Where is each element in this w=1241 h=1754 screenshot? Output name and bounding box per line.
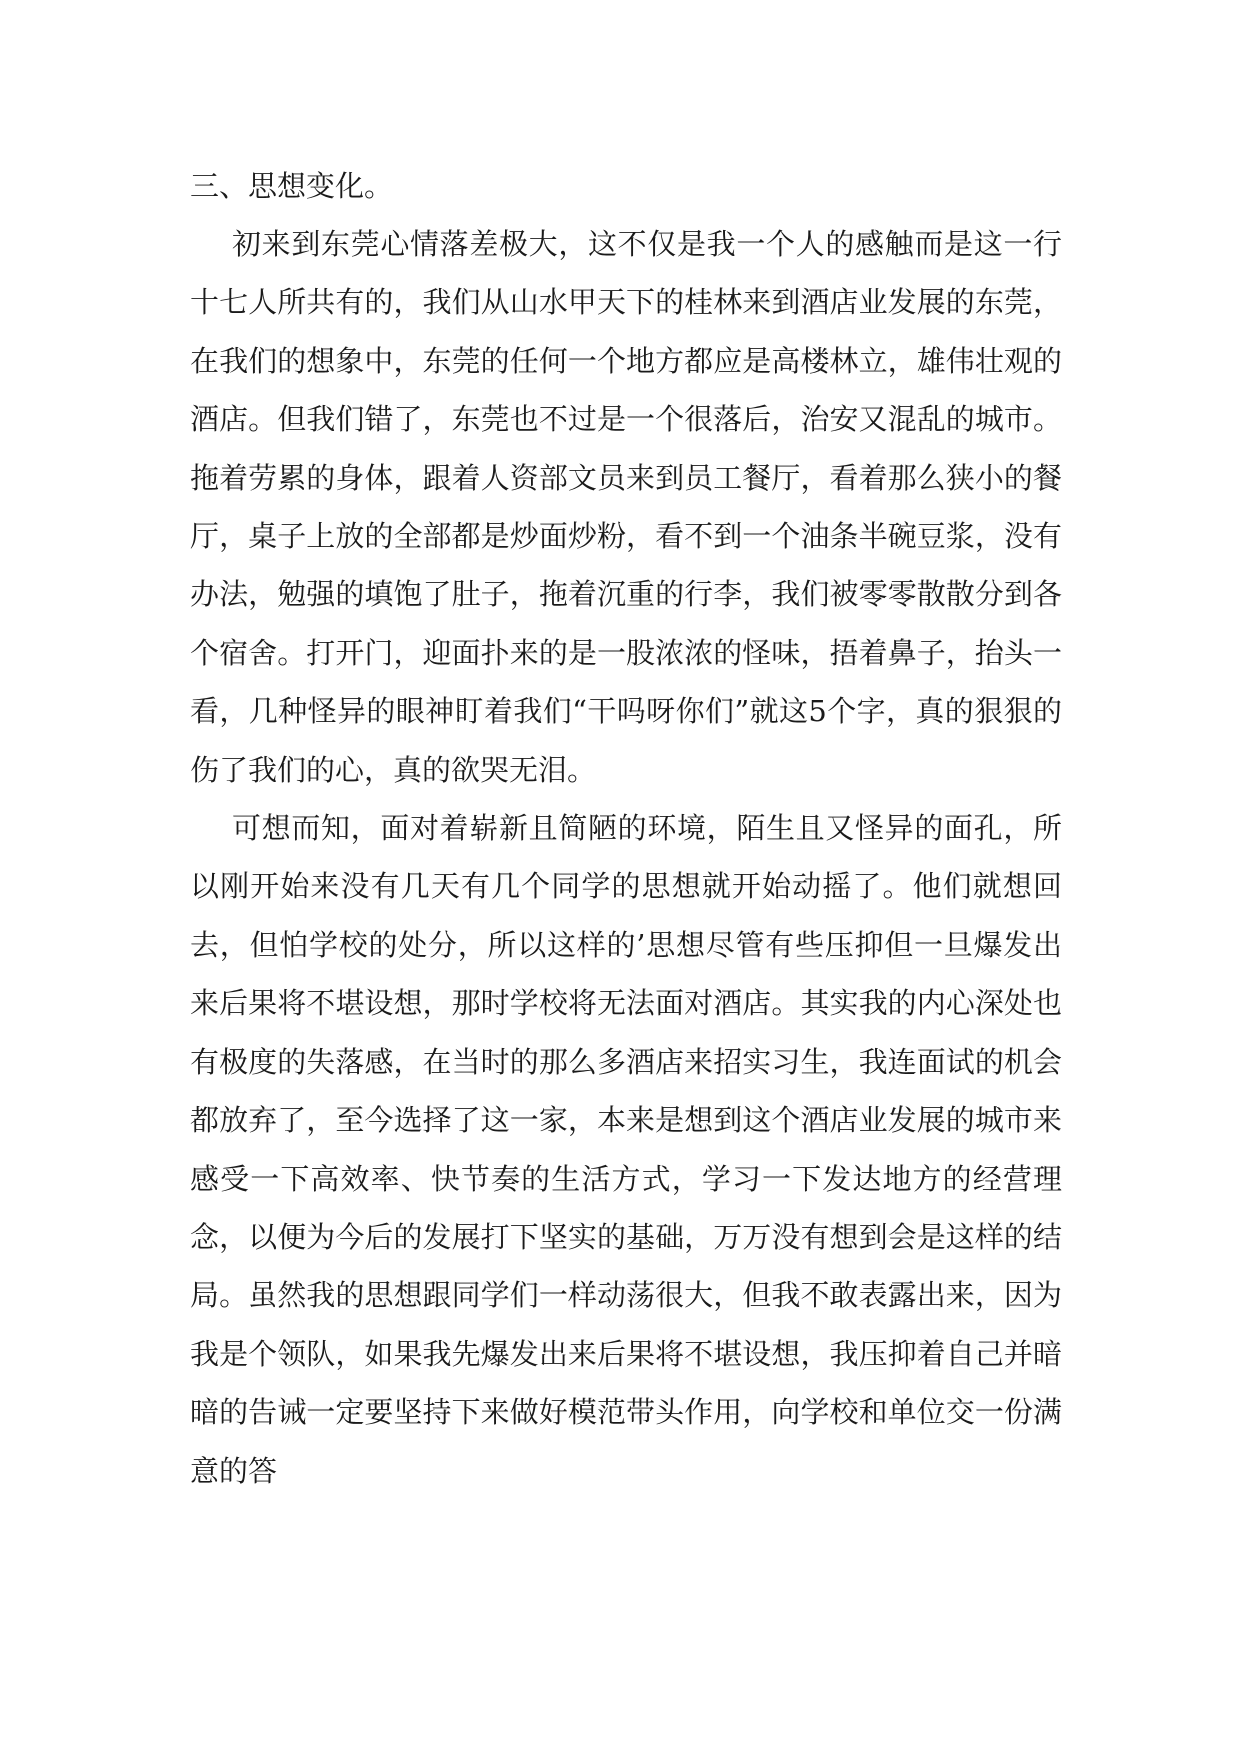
- paragraph: 初来到东莞心情落差极大，这不仅是我一个人的感触而是这一行十七人所共有的，我们从山水甲天下的桂林来到酒店业发展的东莞，在我们的想象中，东莞的任何一个地方都应是高楼林立，雄伟壮观的酒店。但我们错了，东莞也不过是一个很落后，治安又混乱的城市。拖着劳累的身体，跟着人资部文员来到员工餐厅，看着那么狭小的餐厅，桌子上放的全部都是炒面炒粉，看不到一个油条半碗豆浆，没有办法，勉强的填饱了肚子，拖着沉重的行李，我们被零零散散分到各个宿舍。打开门，迎面扑来的是一股浓浓的怪味，捂着鼻子，抬头一看，几种怪异的眼神盯着我们“干吗呀你们”就这5个字，真的狠狠的伤了我们的心，真的欲哭无泪。: [190, 227, 1062, 787]
- document-body: [190, 157, 1062, 1500]
- section-heading: 三、思想变化。: [190, 169, 394, 203]
- paragraph: 可想而知，面对着崭新且简陋的环境，陌生且又怪异的面孔，所以刚开始来没有几天有几个同学的思想就开始动摇了。他们就想回去，但怕学校的处分，所以这样的’思想尽管有些压抑但一旦爆发出来后果将不堪设想，那时学校将无法面对酒店。其实我的内心深处也有极度的失落感，在当时的那么多酒店来招实习生，我连面试的机会都放弃了，至今选择了这一家，本来是想到这个酒店业发展的城市来感受一下高效率、快节奏的生活方式，学习一下发达地方的经营理念，以便为今后的发展打下坚实的基础，万万没有想到会是这样的结局。虽然我的思想跟同学们一样动荡很大，但我不敢表露出来，因为我是个领队，如果我先爆发出来后果将不堪设想，我压抑着自己并暗暗的告诫一定要坚持下来做好模范带头作用，向学校和单位交一份满意的答: [190, 811, 1062, 1488]
